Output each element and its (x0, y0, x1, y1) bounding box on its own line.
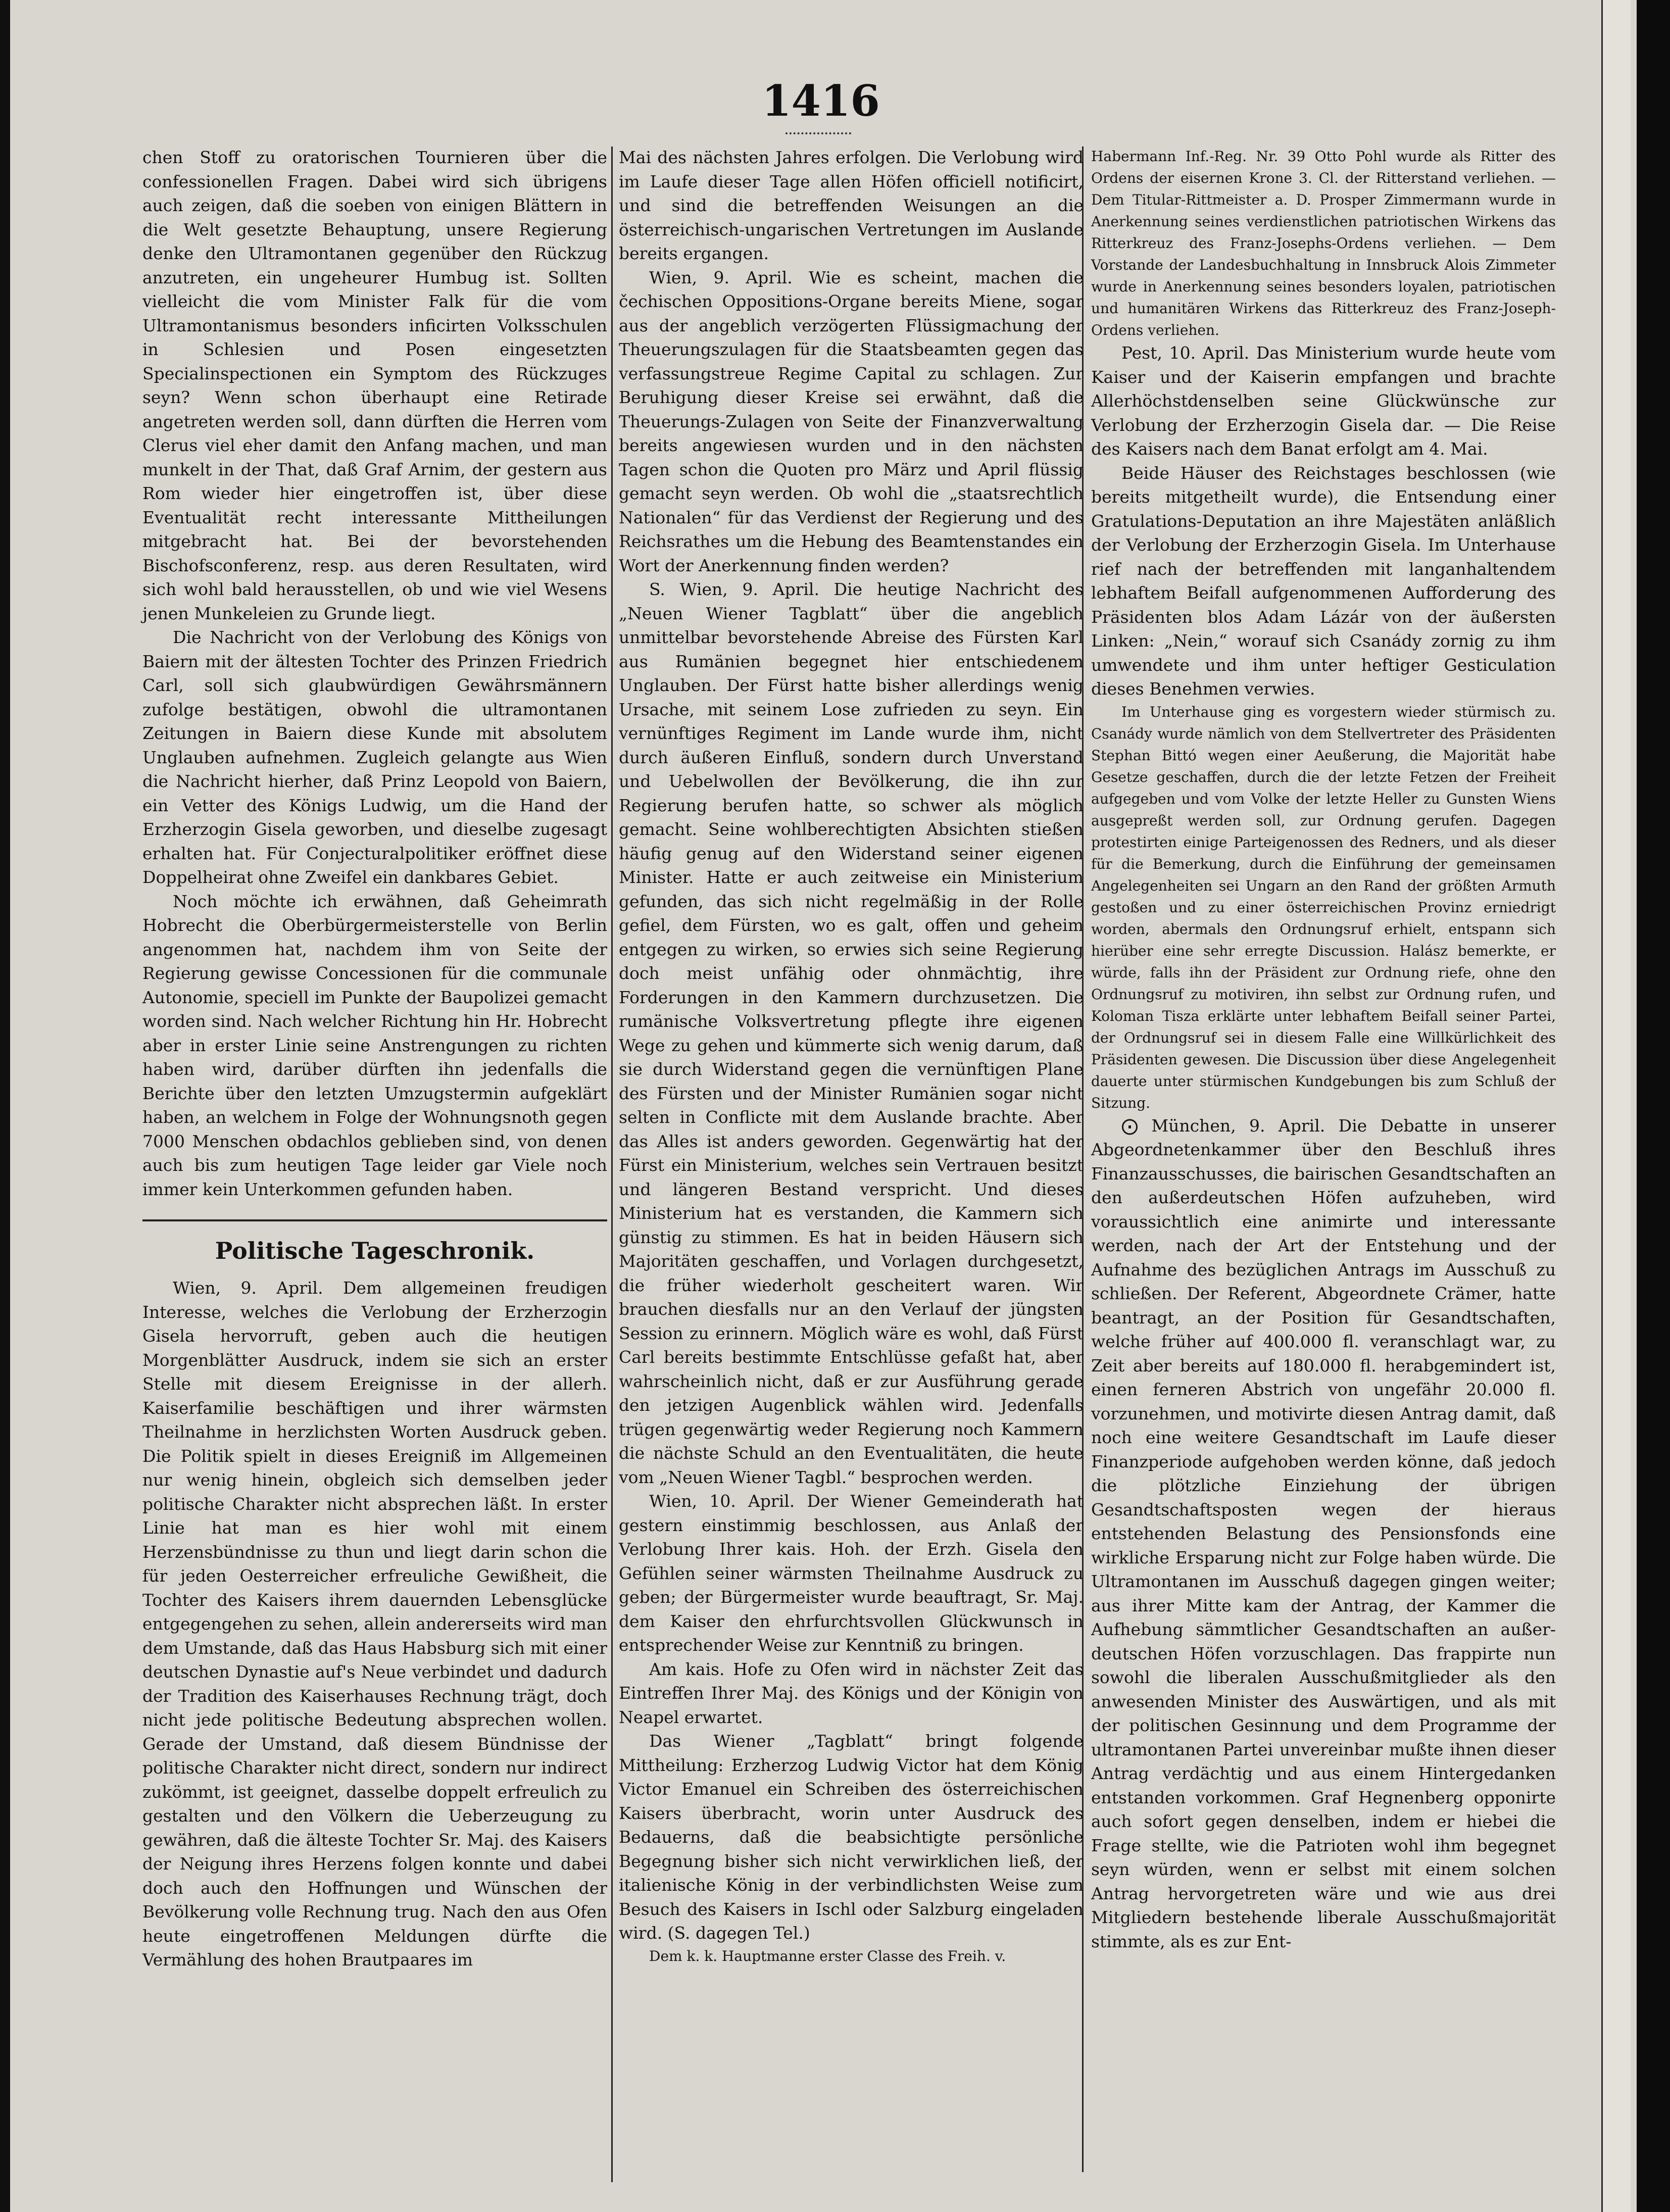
column-divider-1 (611, 146, 613, 2182)
column-middle (619, 145, 1084, 1967)
news-item: S. Wien, 9. April. Die heutige Nachricht des „Neuen Wiener Tagblatt“ über die angeblich unmittelbar bevorstehende Abreise des Fürsten Karl aus Rumänien begegnet hier entschiedenem Unglauben. Der Fürst hatte bisher allerdings wenig Ursache, mit seinem Lose zufrieden zu seyn. Ein vernünftiges Regiment im Lande wurde ihm, nicht durch äußeren Einfluß, sondern durch Unverstand und Uebelwollen der Bevölkerung, die ihn zur Regierung berufen hatte, so schwer als möglich gemacht. Seine wohlberechtigten Absichten stießen häufig genug auf den Widerstand seiner eigenen Minister. Hatte er auch zeitweise ein Ministerium gefunden, das sich nicht regelmäßig in der Rolle gefiel, dem Fürsten, wo es galt, offen und geheim entgegen zu wirken, so erwies sich seine Regierung doch meist unfähig oder ohnmächtig, ihre Forderungen in den Kammern durchzusetzen. Die rumänische Volksvertretung pflegte ihre eigenen Wege zu gehen und kümmerte sich wenig darum, daß sie durch Widerstand gegen die vernünftigen Plane des Fürsten und der Minister Rumänien sogar nicht selten in Conflicte mit dem Auslande brachte. Aber das Alles ist anders geworden. Gegenwärtig hat der Fürst ein Ministerium, welches sein Vertrauen besitzt und längeren Bestand verspricht. Und dieses Ministerium hat es verstanden, die Kammern sich günstig zu stimmen. Es hat in beiden Häusern sich Majoritäten geschaffen, und Vorlagen durchgesetzt, die früher wiederholt gescheitert waren. Wir brauchen diesfalls nur an den Verlauf der jüngsten Session zu erinnern. Möglich wäre es wohl, daß Fürst Carl bereits bestimmte Entschlüsse gefaßt hat, aber wahrscheinlich nicht, daß er zur Ausführung gerade den jetzigen Augenblick wählen wird. Jedenfalls trügen gegenwärtig weder Regierung noch Kammern die nächste Schuld an den Eventualitäten, die heute vom „Neuen Wiener Tagbl.“ besprochen werden. (619, 579, 1084, 1487)
news-item: Das Wiener „Tagblatt“ bringt folgende Mittheilung: Erzherzog Ludwig Victor hat dem König Victor Emanuel ein Schreiben des österreichischen Kaisers überbracht, worin unter Ausdruck des Bedauerns, daß die beabsichtigte persönliche Begegnung bisher sich nicht verwirklichen ließ, der italienische König in der verbindlichsten Weise zum Besuch des Kaisers in Ischl oder Salzburg eingeladen wird. (S. dagegen Tel.) (619, 1731, 1084, 1943)
news-item: Pest, 10. April. Das Ministerium wurde heute vom Kaiser und der Kaiserin empfangen und brachte Allerhöchstdenselben seine Glückwünsche zur Verlobung der Erzherzogin Gisela dar. — Die Reise des Kaisers nach dem Banat erfolgt am 4. Mai. (1091, 343, 1556, 459)
column-left (142, 145, 607, 1972)
news-item: Wien, 9. April. Dem allgemeinen freudigen Interesse, welches die Verlobung der Erzherzogin Gisela hervorruft, geben auch die heutigen Morgenblätter Ausdruck, indem sie sich an erster Stelle mit diesem Ereignisse in der allerh. Kaiserfamilie beschäftigen und ihrer wärmsten Theilnahme in herzlichsten Worten Ausdruck geben. Die Politik spielt in dieses Ereigniß im Allgemeinen nur wenig hinein, obgleich sich demselben jeder politische Charakter nicht absprechen läßt. In erster Linie hat man es hier wohl mit einem Herzensbündnisse zu thun und liegt darin schon die für jeden Oesterreicher erfreuliche Gewißheit, die Tochter des Kaisers ihrem dauernden Lebensglücke entgegengehen zu sehen, allein andererseits wird man dem Umstande, daß das Haus Habsburg sich mit einer deutschen Dynastie auf's Neue verbindet und dadurch der Tradition des Kaiserhauses Rechnung trägt, doch nicht jede politische Bedeutung absprechen wollen. Gerade der Umstand, daß diesem Bündnisse der politische Charakter nicht direct, sondern nur indirect zukömmt, ist geeignet, dasselbe doppelt erfreulich zu gestalten und den Völkern die Ueberzeugung zu gewähren, daß die älteste Tochter Sr. Maj. des Kaisers der Neigung ihres Herzens folgen konnte und dabei doch auch den Hoffnungen und Wünschen der Bevölkerung volle Rechnung trug. Nach den aus Ofen heute eingetroffenen Meldungen dürfte die Vermählung des hohen Brautpaares im (142, 1278, 607, 1970)
article-paragraph: Die Nachricht von der Verlobung des Königs von Baiern mit der ältesten Tochter des Prinzen Friedrich Carl, soll sich glaubwürdigen Gewährsmännern zufolge bestätigen, obwohl die ultramontanen Zeitungen in Baiern diese Kunde mit absolutem Unglauben aufnehmen. Zugleich gelangte aus Wien die Nachricht hierher, daß Prinz Leopold von Baiern, ein Vetter des Königs Ludwig, um die Hand der Erzherzogin Gisela geworben, und dieselbe zugesagt erhalten hat. Für Conjecturalpolitiker eröffnet diese Doppelheirat ohne Zweifel ein dankbares Gebiet. (142, 627, 607, 887)
news-item: Dem k. k. Hauptmanne erster Classe des Freih. v. (649, 1947, 1006, 1964)
article-paragraph: chen Stoff zu oratorischen Tournieren über die confessionellen Fragen. Dabei wird sich übrigens auch zeigen, daß die soeben von einigen Blättern in die Welt gesetzte Behauptung, unsere Regierung denke den Ultramontanen gegenüber den Rückzug anzutreten, ein ungeheurer Humbug ist. Sollten vielleicht die vom Minister Falk für die vom Ultramontanismus besonders inficirten Volksschulen in Schlesien und Posen eingesetzten Specialinspectionen ein Symptom des Rückzuges seyn? Wenn schon überhaupt eine Retirade angetreten werden soll, dann dürften die Herren vom Clerus viel eher damit den Anfang machen, und man munkelt in der That, daß Graf Arnim, der gestern aus Rom wieder hier eingetroffen ist, über diese Eventualität recht interessante Mittheilungen mitgebracht hat. Bei der bevorstehenden Bischofsconferenz, resp. aus deren Resultaten, wird sich wohl bald herausstellen, ob und wie viel Wesens jenen Munkeleien zu Grunde liegt. (142, 148, 607, 623)
news-item: Beide Häuser des Reichstages beschlossen (wie bereits mitgetheilt wurde), die Entsendung einer Gratulations-Deputation an ihre Majestäten anläßlich der Verlobung der Erzherzogin Gisela. Im Unterhause rief nach der betreffenden mit langanhaltendem lebhaftem Beifall aufgenommenen Aufforderung des Präsidenten blos Adam Lázár von der äußersten Linken: „Nein,“ worauf sich Csanády zornig zu ihm umwendete und ihm unter heftiger Gesticulation dieses Benehmen verwies. (1091, 463, 1556, 699)
news-item: ⨀ München, 9. April. Die Debatte in unserer Abgeordnetenkammer über den Beschluß ihres Finanzausschusses, die bairischen Gesandtschaften an den außerdeutschen Höfen aufzuheben, wird voraussichtlich eine animirte und interessante werden, nach der Art der Entstehung und der Aufnahme des bezüglichen Antrags im Ausschuß zu schließen. Der Referent, Abgeordnete Crämer, hatte beantragt, an der Position für Gesandtschaften, welche früher auf 400.000 fl. veranschlagt war, zu Zeit aber bereits auf 180.000 fl. herabgemindert ist, einen ferneren Abstrich von ungefähr 20.000 fl. vorzunehmen, und motivirte diesen Antrag damit, daß noch eine weitere Gesandtschaft im Laufe dieser Finanzperiode aufgehoben werden könne, daß jedoch die plötzliche Einziehung der übrigen Gesandtschaftsposten wegen der hieraus entstehenden Belastung des Pensionsfonds eine wirkliche Ersparung nicht zur Folge haben würde. Die Ultramontanen im Ausschuß dagegen gingen weiter; aus ihrer Mitte kam der Antrag, der Kammer die Aufhebung sämmtlicher Gesandtschaften an außer-deutschen Höfen vorzuschlagen. Das frappirte nun sowohl die liberalen Ausschußmitglieder als den anwesenden Minister des Auswärtigen, und als mit der politischen Gesinnung und dem Programme der ultramontanen Partei unvereinbar mußte ihnen dieser Antrag verdächtig und aus einem Hintergedanken entstanden vorkommen. Graf Hegnenberg opponirte auch sofort gegen denselben, indem er hiebei die Frage stellte, wie die Patrioten wohl ihm begegnet seyn würden, wenn er selbst mit einem solchen Antrag hervorgetreten wäre und wie aus drei Mitgliedern bestehende liberale Ausschußmajorität stimmte, als es zur Ent- (1091, 1115, 1556, 1951)
article-paragraph: Mai des nächsten Jahres erfolgen. Die Verlobung wird im Laufe dieser Tage allen Höfen officiell notificirt, und sind die betreffenden Weisungen an die österreichisch-ungarischen Vertretungen im Auslande bereits ergangen. (619, 148, 1084, 263)
news-item: Habermann Inf.-Reg. Nr. 39 Otto Pohl wurde als Ritter des Ordens der eisernen Krone 3. Cl. der Ritterstand verliehen. — Dem Titular-Rittmeister a. D. Prosper Zimmermann wurde in Anerkennung seines verdienstlichen patriotischen Wirkens das Ritterkreuz des Franz-Josephs-Ordens verliehen. — Dem Vorstande der Landesbuchhaltung in Innsbruck Alois Zimmeter wurde in Anerkennung seines besonders loyalen, patriotischen und humanitären Wirkens das Ritterkreuz des Franz-Joseph-Ordens verliehen. (1091, 148, 1556, 338)
section-rule (142, 1219, 607, 1221)
page-number: 1416 (762, 76, 880, 126)
article-paragraph: Noch möchte ich erwähnen, daß Geheimrath Hobrecht die Oberbürgermeisterstelle von Berlin angenommen hat, nachdem ihm von Seite der Regierung gewisse Concessionen für die communale Autonomie, speciell im Punkte der Baupolizei gemacht worden sind. Nach welcher Richtung hin Hr. Hobrecht aber in erster Linie seine Anstrengungen zu richten haben wird, darüber dürften ihn jedenfalls die Berichte über den letzten Umzugstermin aufgeklärt haben, an welchem in Folge der Wohnungsnoth gegen 7000 Menschen obdachlos geblieben sind, von denen auch bis zum heutigen Tage leider gar Viele noch immer kein Unterkommen gefunden haben. (142, 891, 607, 1199)
scan-border (1637, 0, 1670, 2212)
section-heading: Politische Tageschronik. (215, 1237, 535, 1264)
page-margin (1574, 141, 1594, 2162)
page-edge-strip (1601, 0, 1631, 2212)
news-item: Am kais. Hofe zu Ofen wird in nächster Zeit das Eintreffen Ihrer Maj. des Königs und der Königin von Neapel erwartet. (619, 1659, 1084, 1727)
column-right (1091, 145, 1556, 1953)
page-number-ornament (785, 132, 851, 134)
news-item: Im Unterhause ging es vorgestern wieder stürmisch zu. Csanády wurde nämlich von dem Stellvertreter des Präsidenten Stephan Bittó wegen einer Aeußerung, die Majorität habe Gesetze geschaffen, durch die der letzte Fetzen der Freiheit aufgegeben und vom Volke der letzte Heller zu Gunsten Wiens ausgepreßt werden soll, zur Ordnung gerufen. Dagegen protestirten einige Parteigenossen des Redners, und als dieser für die Bemerkung, durch die Einführung der gemeinsamen Angelegenheiten sei Ungarn an den Rand der größten Armuth gestoßen und zu einer österreichischen Provinz erniedrigt worden, abermals den Ordnungsruf erhielt, entspann sich hierüber eine sehr erregte Discussion. Halász bemerkte, er würde, falls ihn der Präsident zur Ordnung riefe, ohne den Ordnungsruf zu motiviren, ihn selbst zur Ordnung rufen, und Koloman Tisza erklärte unter lebhaftem Beifall seiner Partei, der Ordnungsruf sei in diesem Falle eine Willkürlichkeit des Präsidenten gewesen. Die Discussion über diese Angelegenheit dauerte unter stürmischen Kundgebungen bis zum Schluß der Sitzung. (1091, 703, 1556, 1111)
news-item: Wien, 9. April. Wie es scheint, machen die čechischen Oppositions-Organe bereits Miene, sogar aus der angeblich verzögerten Flüssigmachung der Theuerungszulagen für die Staatsbeamten gegen das verfassungstreue Regime Capital zu schlagen. Zur Beruhigung dieser Kreise sei erwähnt, daß die Theuerungs-Zulagen von Seite der Finanzverwaltung bereits angewiesen wurden und in den nächsten Tagen schon die Quoten pro März und April flüssig gemacht seyn werden. Ob wohl die „staatsrechtlich Nationalen“ für das Verdienst der Regierung und des Reichsrathes um die Hebung des Beamtenstandes ein Wort der Anerkennung finden werden? (619, 267, 1084, 575)
newspaper-page (10, 0, 1652, 2212)
news-item: Wien, 10. April. Der Wiener Gemeinderath hat gestern einstimmig beschlossen, aus Anlaß der Verlobung Ihrer kais. Hoh. der Erzh. Gisela den Gefühlen seiner wärmsten Theilnahme Ausdruck zu geben; der Bürgermeister wurde beauftragt, Sr. Maj. dem Kaiser den ehrfurchtsvollen Glückwunsch in entsprechender Weise zur Kenntniß zu bringen. (619, 1491, 1084, 1655)
